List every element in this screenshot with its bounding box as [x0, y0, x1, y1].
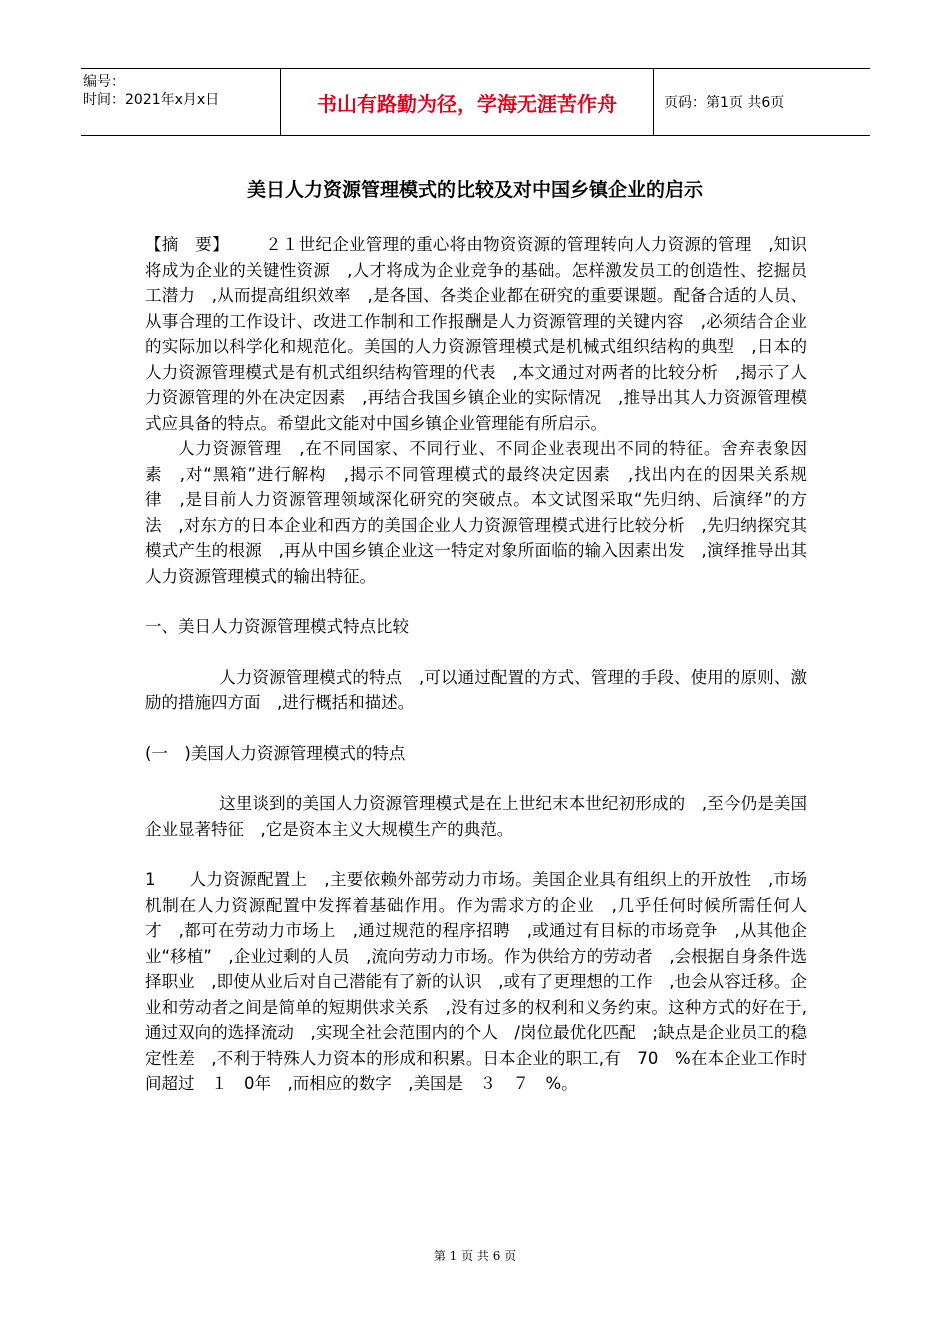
header-meta-cell — [81, 69, 281, 135]
header-motto: 书山有路勤为径，学海无涯苦作舟 — [281, 69, 654, 135]
abstract-text: ２１世纪企业管理的重心将由物资资源的管理转向人力资源的管理 ,知识将成为企业的关键性资源 ,人才将成为企业竞争的基础。怎样激发员工的创造性、挖掘员工潜力 ,从而提高组织效率 ,是各国、各类企业都在研究的重要课题。配备合适的人员、从事合理的工作设计、改进工作制和工作报酬是人力资源管理的关键内容 ,必须结合企业的实际加以科学化和规范化。美国的人力资源管理模式是机械式组织结构的典型 ,日本的人力资源管理模式是有机式组织结构管理的代表 ,本文通过对两者的比较分析 ,揭示了人力资源管理的外在决定因素 ,再结合我国乡镇企业的实际情况 ,推导出其人力资源管理模式应具备的特点。希望此文能对中国乡镇企业管理能有所启示。 — [145, 235, 808, 433]
subsection1-paragraph: 这里谈到的美国人力资源管理模式是在上世纪末本世纪初形成的 ,至今仍是美国企业显著特征 ,它是资本主义大规模生产的典范。 — [145, 794, 807, 839]
header-page-label: 页码：第1页 共6页 — [664, 95, 785, 111]
section1-heading: 一、美日人力资源管理模式特点比较 — [145, 617, 409, 636]
page-footer: 第 1 页 共 6 页 — [433, 1249, 517, 1263]
abstract-label: 【摘 要】 — [145, 235, 229, 254]
item1-paragraph: 1 人力资源配置上 ,主要依赖外部劳动力市场。美国企业具有组织上的开放性 ,市场机制在人力资源配置中发挥着基础作用。作为需求方的企业 ,几乎任何时候所需任何人才 ,都可在劳动力市场上 ,通过规范的程序招聘 ,或通过有目标的市场竞争 ,从其他企业“移植” ,企业过剩的人员 ,流向劳动力市场。作为供给方的劳动者 ,会根据自身条件选择职业 ,即使从业后对自己潜能有了新的认识 ,或有了更理想的工作 ,也会从容迁移。企业和劳动者之间是简单的短期供求关系 ,没有过多的权利和义务约束。这种方式的好在于,通过双向的选择流动 ,实现全社会范围内的个人 /岗位最优化匹配 ;缺点是企业员工的稳定性差 ,不利于特殊人力资本的形成和积累。日本企业的职工,有 70 %在本企业工作时间超过 １ 0年 ,而相应的数字 ,美国是 ３ ７ %。 — [145, 870, 807, 1093]
abstract-paragraph — [145, 232, 807, 436]
intro-paragraph: 人力资源管理 ,在不同国家、不同行业、不同企业表现出不同的特征。舍弃表象因素 ,对“黑箱”进行解构 ,揭示不同管理模式的最终决定因素 ,找出内在的因果关系规律 ,是目前人力资源管理领域深化研究的突破点。本文试图采取“先归纳、后演绎”的方法 ,对东方的日本企业和西方的美国企业人力资源管理模式进行比较分析 ,先归纳探究其模式产生的根源 ,再从中国乡镇企业这一特定对象所面临的输入因素出发 ,演绎推导出其人力资源管理模式的输出特征。 — [145, 439, 807, 586]
document-body — [145, 232, 807, 1097]
header-table — [81, 68, 870, 136]
subsection1-heading: (一 )美国人力资源管理模式的特点 — [145, 743, 406, 763]
time-label: 时间：2021年x月x日 — [83, 92, 220, 108]
section1-paragraph: 人力资源管理模式的特点 ,可以通过配置的方式、管理的手段、使用的原则、激励的措施四方面 ,进行概括和描述。 — [145, 667, 807, 712]
document-title: 美日人力资源管理模式的比较及对中国乡镇企业的启示 — [246, 179, 703, 201]
number-label: 编号： — [83, 74, 125, 90]
